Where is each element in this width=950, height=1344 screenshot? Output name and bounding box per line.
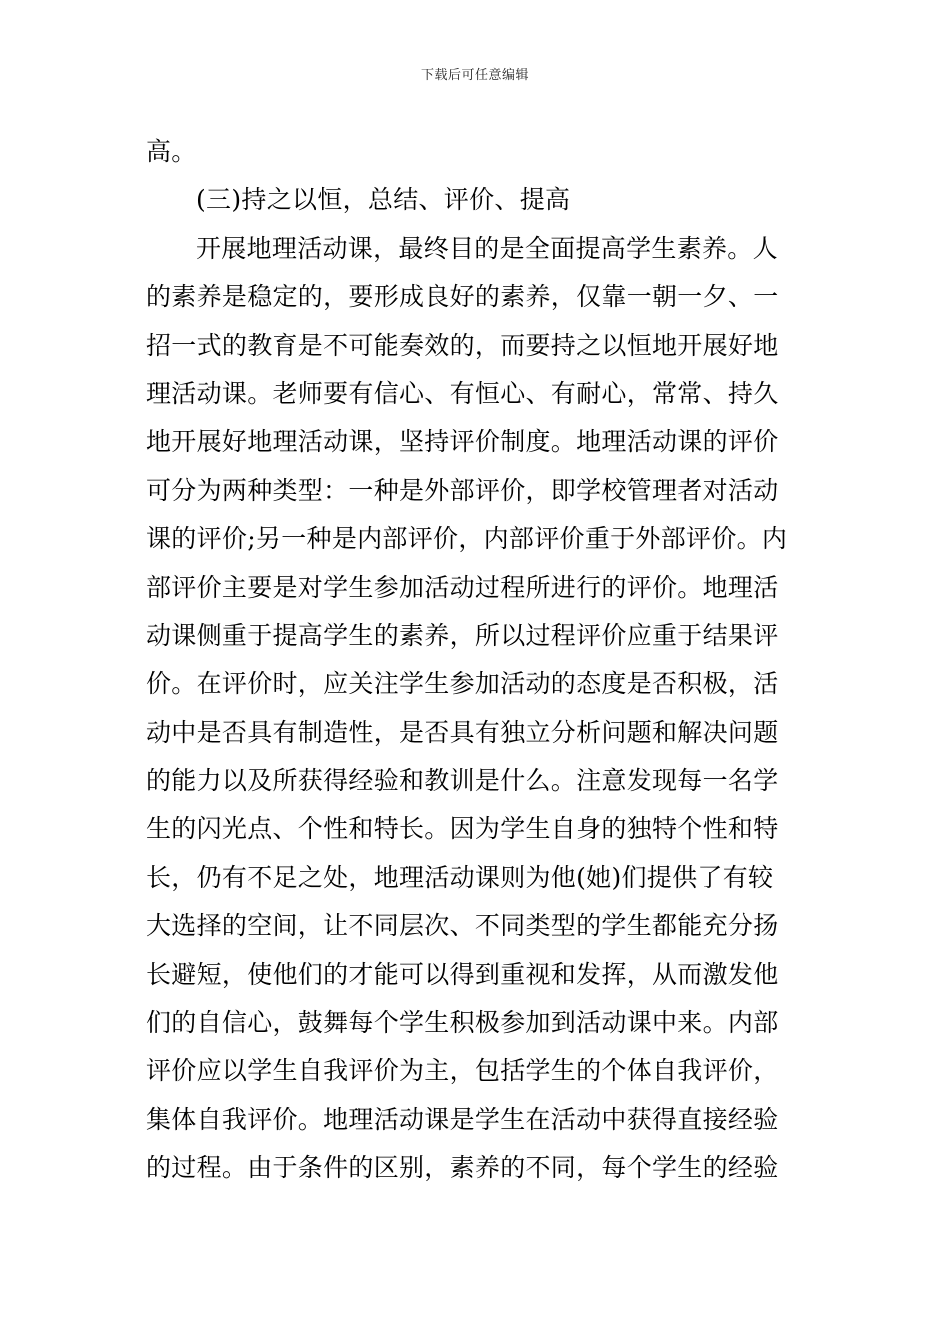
text-line: 的能力以及所获得经验和教训是什么。注意发现每一名学 bbox=[146, 766, 779, 796]
text-line: 理活动课。老师要有信心、有恒心、有耐心，常常、持久 bbox=[146, 378, 779, 408]
text-line: 大选择的空间，让不同层次、不同类型的学生都能充分扬 bbox=[146, 911, 779, 941]
text-line: 可分为两种类型：一种是外部评价，即学校管理者对活动 bbox=[146, 475, 779, 505]
text-line: 集体自我评价。地理活动课是学生在活动中获得直接经验 bbox=[146, 1104, 779, 1134]
text-line: 价。在评价时，应关注学生参加活动的态度是否积极，活 bbox=[146, 669, 779, 699]
text-line: 动中是否具有制造性，是否具有独立分析问题和解决问题 bbox=[146, 717, 779, 747]
text-line: 的素养是稳定的，要形成良好的素养，仅靠一朝一夕、一 bbox=[146, 282, 779, 312]
text-line: 开展地理活动课，最终目的是全面提高学生素养。人 bbox=[196, 233, 778, 263]
text-line: 动课侧重于提高学生的素养，所以过程评价应重于结果评 bbox=[146, 620, 779, 650]
text-line: 课的评价;另一种是内部评价，内部评价重于外部评价。内 bbox=[146, 524, 788, 554]
text-line: (三)持之以恒，总结、评价、提高 bbox=[196, 185, 571, 215]
text-line: 长避短，使他们的才能可以得到重视和发挥，从而激发他 bbox=[146, 959, 779, 989]
text-line: 地开展好地理活动课，坚持评价制度。地理活动课的评价 bbox=[146, 427, 779, 457]
text-line: 的过程。由于条件的区别，素养的不同，每个学生的经验 bbox=[146, 1153, 779, 1183]
text-line: 长，仍有不足之处，地理活动课则为他(她)们提供了有较 bbox=[146, 862, 774, 892]
text-line: 招一式的教育是不可能奏效的，而要持之以恒地开展好地 bbox=[146, 330, 779, 360]
text-line: 评价应以学生自我评价为主，包括学生的个体自我评价， bbox=[146, 1056, 779, 1086]
text-line: 生的闪光点、个性和特长。因为学生自身的独特个性和特 bbox=[146, 814, 779, 844]
page-header: 下载后可任意编辑 bbox=[420, 68, 529, 83]
body-text bbox=[146, 128, 810, 1193]
text-line: 们的自信心，鼓舞每个学生积极参加到活动课中来。内部 bbox=[146, 1008, 779, 1038]
text-line: 部评价主要是对学生参加活动过程所进行的评价。地理活 bbox=[146, 572, 779, 602]
text-line: 高。 bbox=[146, 137, 197, 166]
